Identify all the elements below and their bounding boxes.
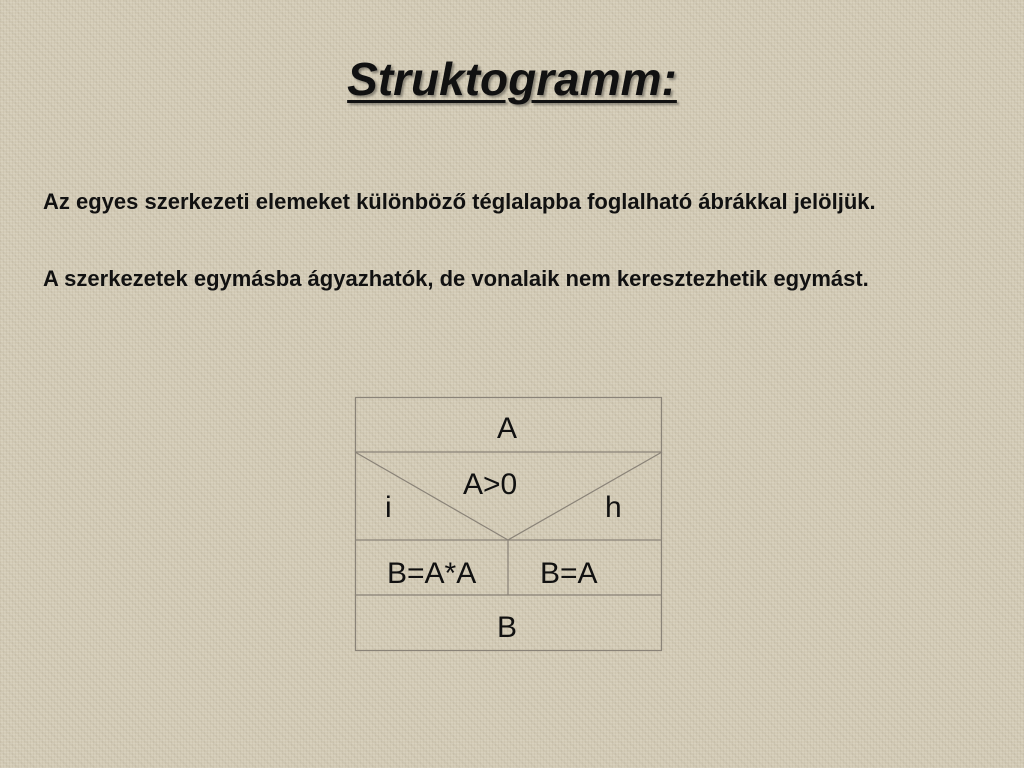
branch-triangle-right-edge: [508, 452, 662, 540]
condition-label: A>0: [463, 468, 518, 501]
paragraph-text: Az egyes szerkezeti elemeket különböző téglalapba foglalható ábrákkal jelöljük.: [43, 189, 876, 214]
statement-first: A: [497, 412, 518, 445]
false-branch-statement: B=A: [540, 557, 598, 590]
statement-last: B: [497, 611, 518, 644]
paragraph-text: A szerkezetek egymásba ágyazhatók, de vonalaik nem keresztezhetik egymást.: [43, 266, 869, 291]
paragraph-nesting-rule: [38, 262, 998, 296]
slide-title: Struktogramm:: [347, 53, 677, 105]
paragraph-structure-elements: [38, 185, 998, 219]
true-branch-label: i: [385, 491, 392, 524]
false-branch-label: h: [605, 491, 622, 524]
true-branch-statement: B=A*A: [387, 557, 477, 590]
struktogram-diagram: [355, 397, 662, 651]
